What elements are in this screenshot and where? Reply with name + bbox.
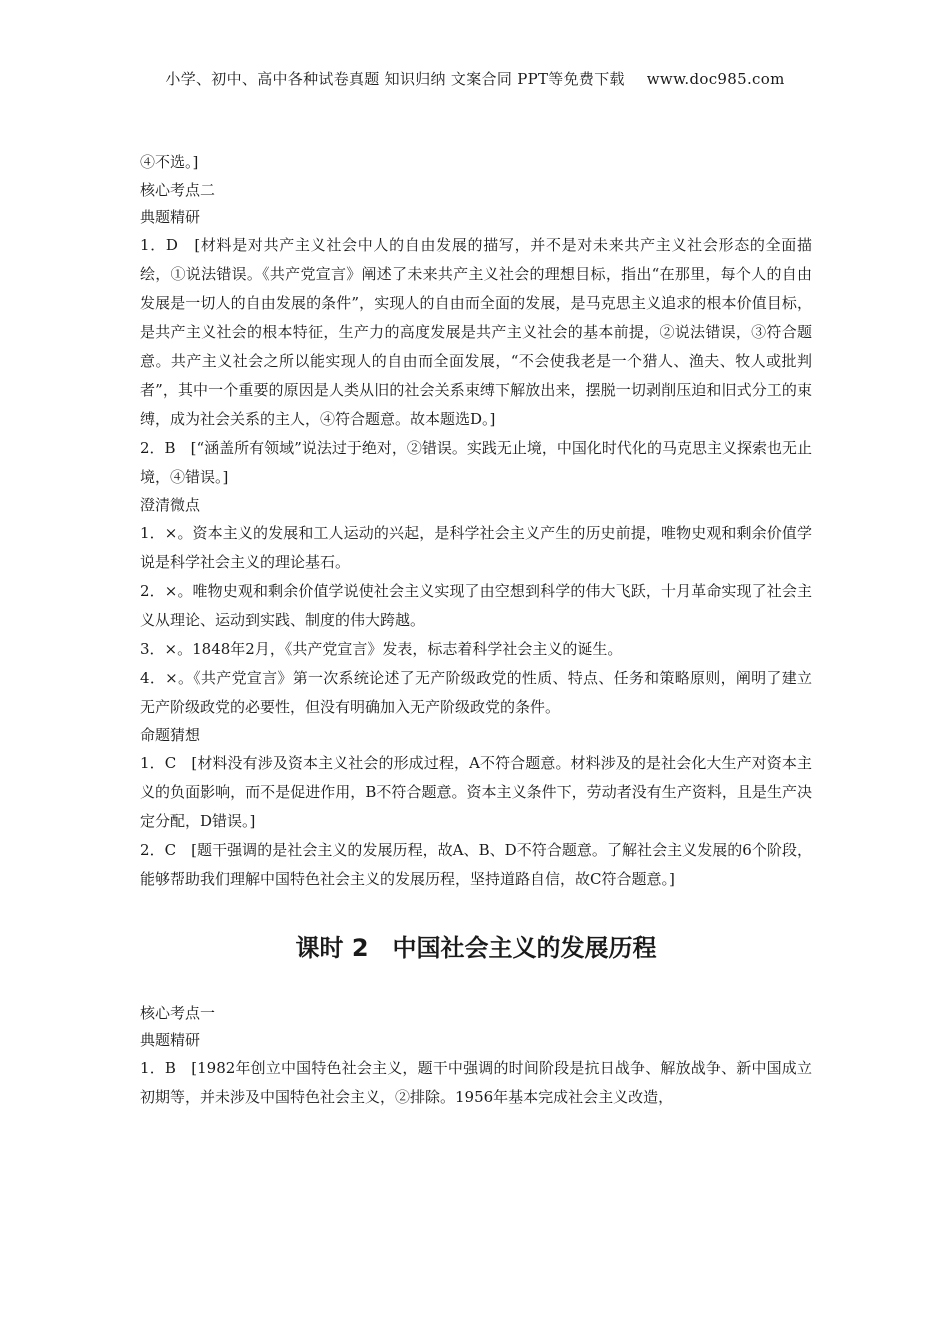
section-label-clarify: 澄清微点 <box>140 496 201 514</box>
previous-answer-tail: ④不选。] <box>140 153 199 171</box>
page-header <box>0 68 950 89</box>
lesson2-answer-1: 1．B [1982年创立中国特色社会主义，题干中强调的时间阶段是抗日战争、解放战争、新中国成立初期等，并未涉及中国特色社会主义，②排除。1956年基本完成社会主义改造， <box>140 1059 812 1106</box>
header-site-url: www.doc985.com <box>646 70 785 88</box>
answer-1: 1．D [材料是对共产主义社会中人的自由发展的描写，并不是对未来共产主义社会形态的全面描绘，①说法错误。《共产党宣言》阐述了未来共产主义社会的理想目标，指出“在那里，每个人的自由发展是一切人的自由发展的条件”，实现人的自由而全面的发展，是马克思主义追求的根本价值目标，是共产主义社会的根本特征，生产力的高度发展是共产主义社会的基本前提，②说法错误，③符合题意。共产主义社会之所以能实现人的自由而全面发展，“不会使我老是一个猎人、渔夫、牧人或批判者”，其中一个重要的原因是人类从旧的社会关系束缚下解放出来，摆脱一切剥削压迫和旧式分工的束缚，成为社会关系的主人，④符合题意。故本题选D。] <box>140 236 812 428</box>
clarify-3: 3．×。1848年2月，《共产党宣言》发表，标志着科学社会主义的诞生。 <box>140 640 623 658</box>
answer-2: 2．B [“涵盖所有领域”说法过于绝对，②错误。实践无止境，中国化时代化的马克思主义探索也无止境，④错误。] <box>140 439 812 486</box>
clarify-4: 4．×。《共产党宣言》第一次系统论述了无产阶级政党的性质、特点、任务和策略原则，阐明了建立无产阶级政党的必要性，但没有明确加入无产阶级政党的条件。 <box>140 669 812 716</box>
section-label-guess: 命题猜想 <box>140 726 201 744</box>
section-label-core-point-2: 核心考点二 <box>140 181 216 199</box>
section-label-sample-study-2: 典题精研 <box>140 1031 201 1049</box>
section-label-sample-study: 典题精研 <box>140 208 201 226</box>
header-left-text: 小学、初中、高中各种试卷真题 知识归纳 文案合同 PPT等免费下载 <box>165 70 625 88</box>
lesson-title: 课时 2 中国社会主义的发展历程 <box>295 934 657 962</box>
guess-2: 2．C [题干强调的是社会主义的发展历程，故A、B、D不符合题意。了解社会主义发展的6个阶段，能够帮助我们理解中国特色社会主义的发展历程，坚持道路自信，故C符合题意。] <box>140 841 812 888</box>
clarify-2: 2．×。唯物史观和剩余价值学说使社会主义实现了由空想到科学的伟大飞跃，十月革命实现了社会主义从理论、运动到实践、制度的伟大跨越。 <box>140 582 812 629</box>
clarify-1: 1．×。资本主义的发展和工人运动的兴起，是科学社会主义产生的历史前提，唯物史观和剩余价值学说是科学社会主义的理论基石。 <box>140 524 812 571</box>
guess-1: 1．C [材料没有涉及资本主义社会的形成过程，A不符合题意。材料涉及的是社会化大生产对资本主义的负面影响，而不是促进作用，B不符合题意。资本主义条件下，劳动者没有生产资料，且是生产决定分配，D错误。] <box>140 754 812 830</box>
section-label-core-point-1: 核心考点一 <box>140 1004 216 1022</box>
document-body <box>140 148 812 1112</box>
